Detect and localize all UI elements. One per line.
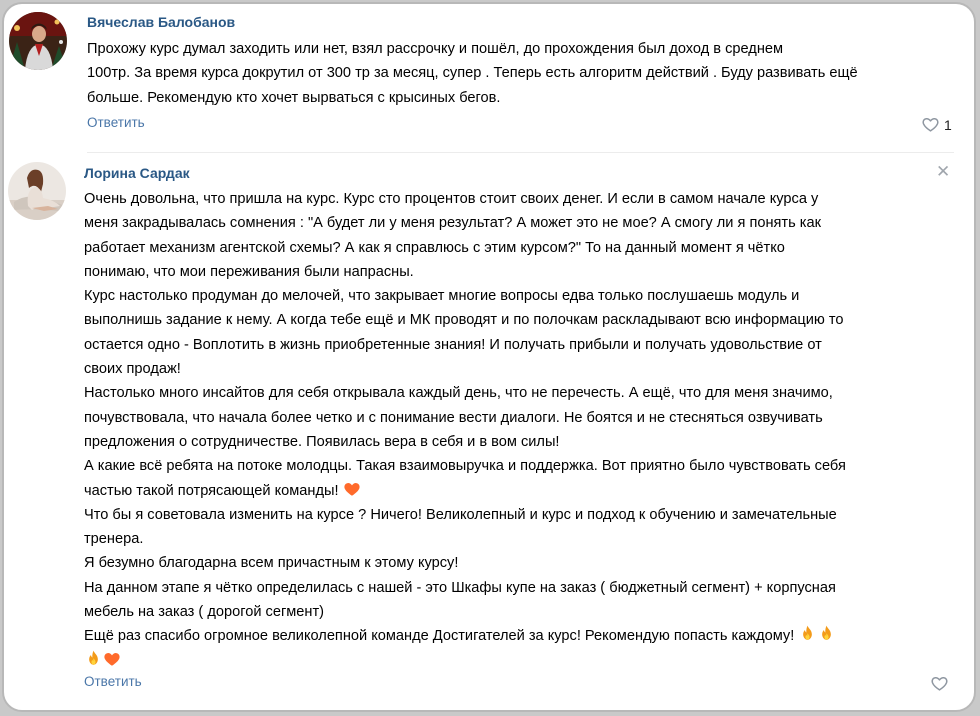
comment-line: меня закрадывалась сомнения : "А будет ли у меня результат? А может это не мое? А смогу ли я понять как bbox=[84, 215, 821, 232]
comments-panel bbox=[2, 2, 976, 712]
comment-line: Очень довольна, что пришла на курс. Курс сто процентов стоит своих денег. И если в самом начале курса у bbox=[84, 191, 819, 207]
comment-line: На данном этапе я чётко определилась с нашей - это Шкафы купе на заказ ( бюджетный сегмент) + корпусная bbox=[84, 579, 836, 596]
comment-line: Я безумно благодарна всем причастным к этому курсу! bbox=[84, 555, 459, 572]
comment-line: Настолько много инсайтов для себя открывала каждый день, что не перечесть. А ещё, что для меня значимо, bbox=[84, 385, 833, 402]
comment-line-text: Ещё раз спасибо огромное великолепной команде Достигателей за курс! Рекомендую попасть каждому! bbox=[84, 628, 795, 645]
fire-emoji bbox=[84, 649, 103, 668]
comment-line: выполнишь задание к нему. А когда тебе ещё и МК проводят и по полочкам раскладывают всю информацию то bbox=[84, 312, 844, 329]
comment-line: понимаю, что мои переживания были напрасны. bbox=[84, 263, 414, 280]
comment-line-with-emoji bbox=[84, 479, 846, 503]
comment-text bbox=[84, 187, 846, 673]
divider bbox=[87, 152, 954, 153]
reply-button[interactable]: Ответить bbox=[84, 674, 142, 689]
comment-line: тренера. bbox=[84, 531, 144, 548]
comment-line: больше. Рекомендую кто хочет вырваться с крысиных бегов. bbox=[87, 89, 501, 106]
comment-author[interactable]: Вячеслав Балобанов bbox=[87, 14, 236, 30]
comment-line: А какие всё ребята на потоке молодцы. Такая взаимовыручка и поддержка. Вот приятно было чувствовать себя bbox=[84, 458, 846, 475]
heart-outline-icon bbox=[921, 115, 940, 134]
comment-text bbox=[87, 37, 858, 110]
fire-emoji bbox=[798, 624, 817, 643]
like-button[interactable] bbox=[921, 115, 952, 134]
comment-line-with-emoji bbox=[84, 624, 846, 648]
avatar[interactable] bbox=[8, 162, 66, 220]
like-count: 1 bbox=[944, 116, 952, 133]
close-icon[interactable]: ✕ bbox=[936, 162, 951, 181]
comment-item bbox=[4, 154, 974, 710]
comment-line: работает механизм агентской схемы? А как я справлюсь с этим курсом?" То на данный момент я чётко bbox=[84, 239, 785, 256]
emoji-line bbox=[84, 649, 846, 673]
comment-item bbox=[4, 4, 974, 152]
heart-outline-icon bbox=[930, 674, 949, 693]
fire-emoji bbox=[817, 624, 836, 643]
comment-line: своих продаж! bbox=[84, 361, 181, 378]
comment-line: остается одно - Воплотить в жизнь приобретенные знания! И получать прибыли и получать удовольствие от bbox=[84, 336, 822, 353]
comment-line: почувствовала, что начала более четко и с понимание вести диалоги. Не боятся и не стесняться озвучивать bbox=[84, 409, 823, 426]
comment-line: предложения о сотрудничестве. Появилась вера в себя и в вом силы! bbox=[84, 433, 560, 450]
comment-line: Что бы я советовала изменить на курсе ? Ничего! Великолепный и курс и подход к обучению и замечательные bbox=[84, 506, 837, 523]
orange-heart-emoji bbox=[343, 480, 361, 498]
orange-heart-emoji bbox=[103, 650, 121, 668]
comment-line: мебель на заказ ( дорогой сегмент) bbox=[84, 604, 325, 621]
comment-line: Курс настолько продуман до мелочей, что закрывает многие вопросы едва только послушаешь модуль и bbox=[84, 288, 800, 305]
comment-author[interactable]: Лорина Сардак bbox=[84, 165, 190, 181]
avatar[interactable] bbox=[9, 12, 67, 70]
comment-line: Прохожу курс думал заходить или нет, взял рассрочку и пошёл, до прохождения был доход в среднем bbox=[87, 41, 784, 57]
reply-button[interactable]: Ответить bbox=[87, 115, 145, 130]
comment-line-text: частью такой потрясающей команды! bbox=[84, 482, 339, 499]
comment-line: 100тр. За время курса докрутил от 300 тр за месяц, супер . Теперь есть алгоритм действий . Буду развивать ещё bbox=[87, 65, 858, 82]
like-button[interactable] bbox=[930, 674, 949, 693]
